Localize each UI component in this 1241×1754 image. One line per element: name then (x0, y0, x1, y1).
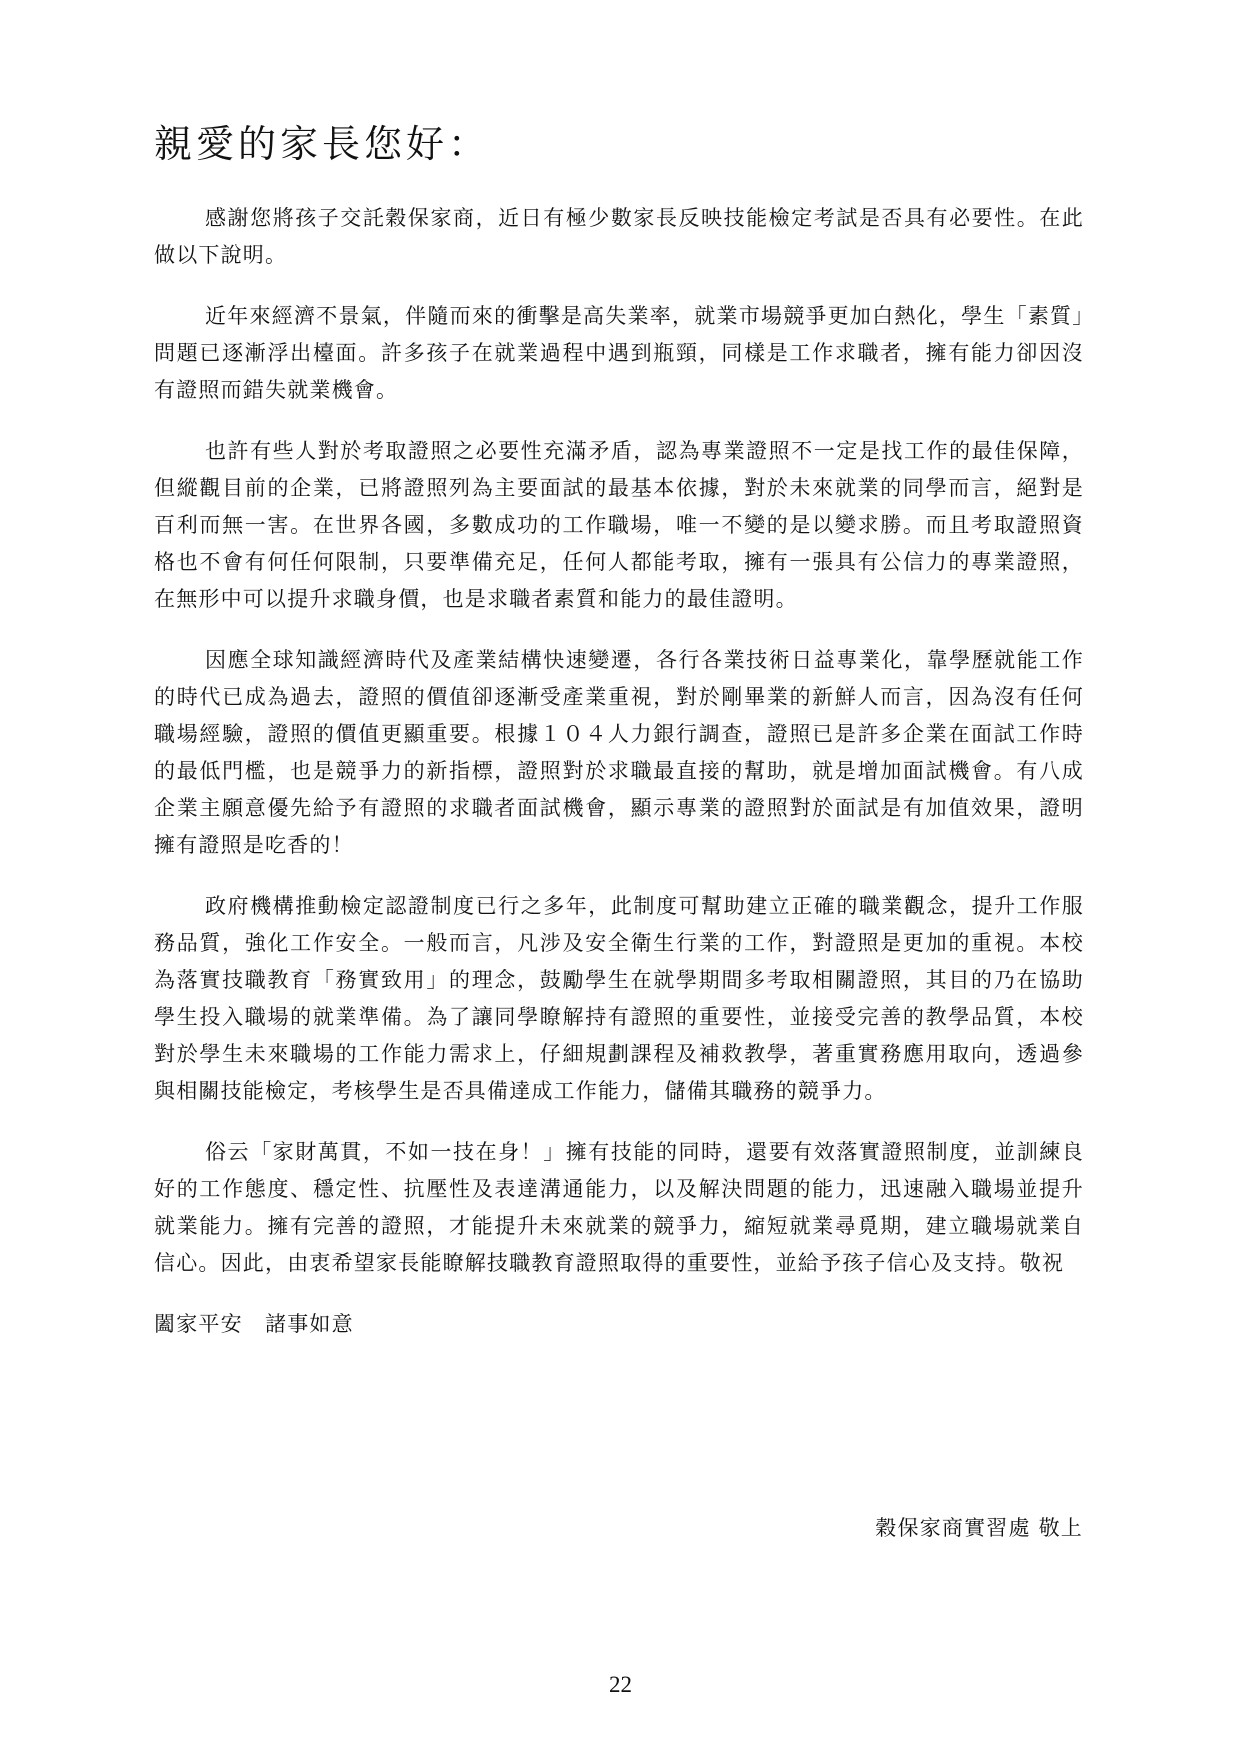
paragraph-intro: 感謝您將孩子交託穀保家商，近日有極少數家長反映技能檢定考試是否具有必要性。在此做以下說明。 (154, 206, 1084, 267)
letter-body (154, 112, 1084, 1343)
paragraph-conclusion: 俗云「家財萬貫，不如一技在身！」擁有技能的同時，還要有效落實證照制度，並訓練良好的工作態度、穩定性、抗壓性及表達溝通能力，以及解決問題的能力，迅速融入職場並提升就業能力。擁有完善的證照，才能提升未來就業的競爭力，縮短就業尋覓期，建立職場就業自信心。因此，由衷希望家長能瞭解技職教育證照取得的重要性，並給予孩子信心及支持。敬祝 (154, 1140, 1084, 1275)
signature: 穀保家商實習處 敬上 (875, 1516, 1083, 1540)
salutation: 親愛的家長您好： (154, 122, 491, 166)
paragraph-knowledge-economy: 因應全球知識經濟時代及產業結構快速變遷，各行各業技術日益專業化，靠學歷就能工作的時代已成為過去，證照的價值卻逐漸受產業重視，對於剛畢業的新鮮人而言，因為沒有任何職場經驗，證照的價值更顯重要。根據１０４人力銀行調查，證照已是許多企業在面試工作時的最低門檻，也是競爭力的新指標，證照對於求職最直接的幫助，就是增加面試機會。有八成企業主願意優先給予有證照的求職者面試機會，顯示專業的證照對於面試是有加值效果，證明擁有證照是吃香的！ (154, 648, 1084, 857)
page-number: 22 (609, 1672, 632, 1697)
paragraph-certification-value: 也許有些人對於考取證照之必要性充滿矛盾，認為專業證照不一定是找工作的最佳保障，但縱觀目前的企業，已將證照列為主要面試的最基本依據，對於未來就業的同學而言，絕對是百利而無一害。在世界各國，多數成功的工作職場，唯一不變的是以變求勝。而且考取證照資格也不會有何任何限制，只要準備充足，任何人都能考取，擁有一張具有公信力的專業證照，在無形中可以提升求職身價，也是求職者素質和能力的最佳證明。 (154, 439, 1084, 611)
closing-wishes: 闔家平安 諸事如意 (154, 1312, 354, 1336)
paragraph-economy: 近年來經濟不景氣，伴隨而來的衝擊是高失業率，就業市場競爭更加白熱化，學生「素質」問題已逐漸浮出檯面。許多孩子在就業過程中遇到瓶頸，同樣是工作求職者，擁有能力卻因沒有證照而錯失就業機會。 (154, 304, 1084, 402)
paragraph-government-policy: 政府機構推動檢定認證制度已行之多年，此制度可幫助建立正確的職業觀念，提升工作服務品質，強化工作安全。一般而言，凡涉及安全衛生行業的工作，對證照是更加的重視。本校為落實技職教育「務實致用」的理念，鼓勵學生在就學期間多考取相關證照，其目的乃在協助學生投入職場的就業準備。為了讓同學瞭解持有證照的重要性，並接受完善的教學品質，本校對於學生未來職場的工作能力需求上，仔細規劃課程及補救教學，著重實務應用取向，透過參與相關技能檢定，考核學生是否具備達成工作能力，儲備其職務的競爭力。 (154, 894, 1084, 1103)
